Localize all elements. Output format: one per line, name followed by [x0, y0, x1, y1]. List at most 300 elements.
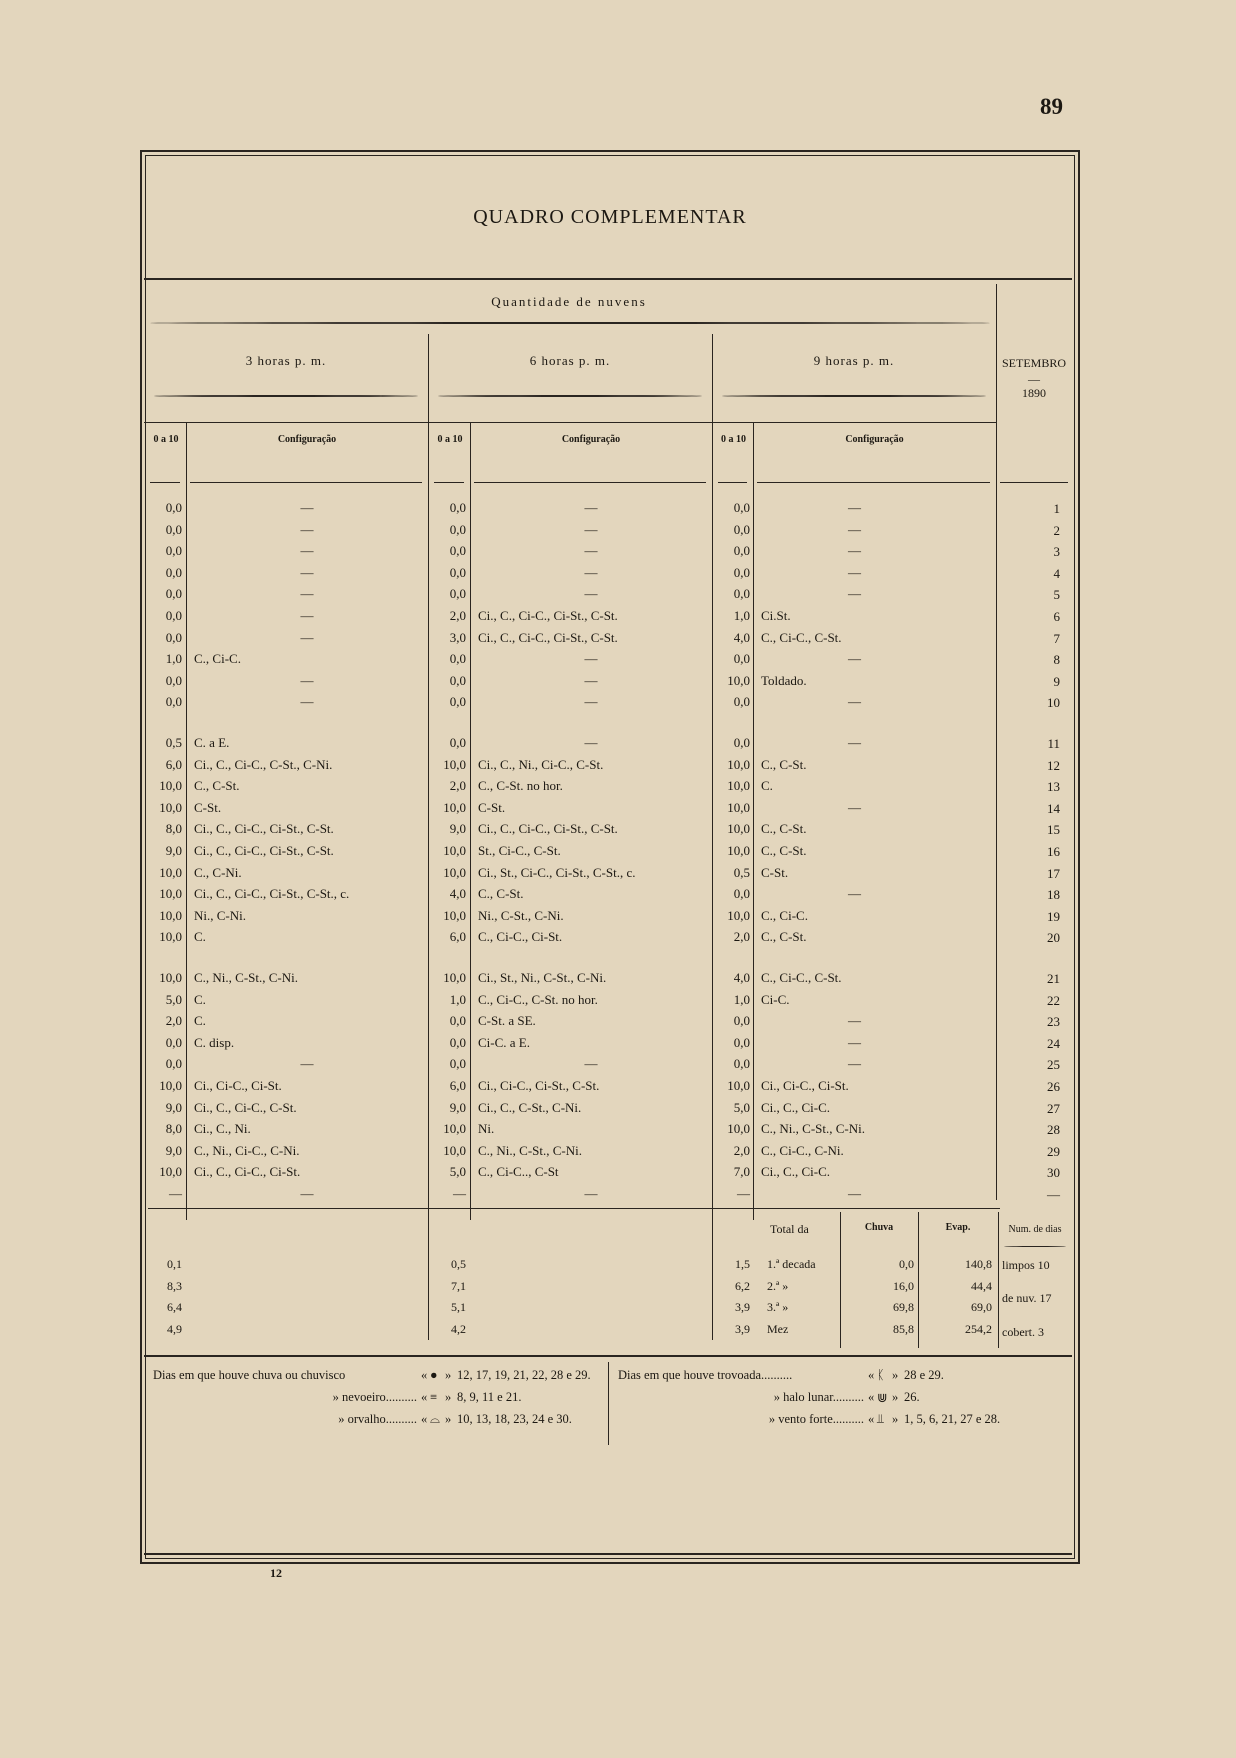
footnote-days: 12, 17, 19, 21, 22, 28 e 29. [457, 1368, 591, 1382]
day-number: 15 [1047, 822, 1060, 838]
cloud-configuration: Ci., Ci-C., Ci-St. [761, 1078, 849, 1093]
cloud-configuration: C-St. [761, 864, 789, 880]
cloud-value: 0,0 [449, 672, 466, 688]
sky-days-count: limpos 10 [1002, 1258, 1050, 1272]
cloud-configuration: C., C-St. [761, 821, 807, 837]
cloud-value: 10,0 [159, 929, 182, 945]
footnote-open-quote: « [868, 1390, 875, 1404]
cloud-value: — [453, 1186, 466, 1201]
evaporation-total: 254,2 [965, 1321, 992, 1336]
cloud-configuration: Ci., C., Ci-C., C-St. [194, 1099, 297, 1115]
cloud-value: 0,5 [733, 864, 750, 880]
cloud-value: 0,0 [165, 629, 182, 645]
cloud-configuration: — [848, 1013, 861, 1029]
cloud-value: 10,0 [443, 799, 466, 815]
sky-days-count: cobert. 3 [1002, 1325, 1044, 1339]
footnote-days: 26. [904, 1390, 920, 1404]
cloud-value: 4,0 [733, 629, 750, 645]
col-header-scale: 0 a 10 [153, 434, 179, 445]
cloud-value: 9,0 [165, 843, 182, 858]
day-number: 30 [1047, 1165, 1060, 1181]
evaporation-total: 44,4 [971, 1278, 992, 1293]
summary-value-6h: 0,5 [451, 1257, 466, 1271]
cloud-configuration: Ci-C. a E. [478, 1034, 530, 1050]
cloud-value: 0,0 [733, 651, 750, 667]
cloud-value: 8,0 [165, 1121, 182, 1137]
cloud-configuration: — [300, 543, 314, 559]
day-number: 22 [1047, 992, 1060, 1008]
period-divider [712, 334, 713, 1340]
cloud-value: 0,0 [733, 586, 750, 602]
month-dash: — [1028, 372, 1040, 386]
cloud-configuration: Ci., C., Ci-C. [761, 1099, 830, 1115]
cloud-value: 10,0 [159, 907, 182, 923]
cloud-configuration: — [848, 1056, 861, 1072]
col-header-scale: 0 a 10 [721, 434, 746, 445]
header-underline [434, 482, 464, 483]
cloud-configuration: Ci-C. [761, 991, 790, 1007]
summary-sub-rule [150, 1208, 180, 1209]
cloud-configuration: C-St. [194, 799, 222, 815]
cloud-value: 0,0 [733, 1056, 750, 1072]
day-number: 14 [1047, 800, 1060, 816]
header-underline [150, 482, 180, 483]
cloud-value: 0,0 [449, 694, 466, 710]
cloud-configuration: C., C-Ni. [194, 864, 242, 880]
cloud-configuration: — [848, 735, 861, 750]
cloud-value: 10,0 [443, 907, 466, 923]
cloud-configuration: — [848, 543, 861, 559]
cloud-configuration: Ni., C-Ni. [194, 907, 246, 923]
summary-head-total: Total da [770, 1222, 809, 1236]
cloud-configuration: Ci., C., Ci-C., Ci-St., C-St. [478, 608, 618, 623]
cloud-value: 9,0 [449, 821, 466, 837]
weather-symbol-icon: ᛕ [877, 1368, 885, 1382]
cloud-configuration: C., C-St. [761, 929, 807, 945]
cloud-configuration: C., Ci-C., Ci-St. [478, 929, 563, 945]
month-column-divider [996, 284, 997, 1200]
cloud-configuration: — [300, 608, 314, 623]
footnote-close-quote: » [445, 1368, 452, 1382]
cloud-configuration: — [584, 1056, 598, 1072]
day-number: 21 [1047, 971, 1060, 986]
cloud-value: 0,0 [449, 651, 466, 667]
cloud-configuration: — [848, 651, 861, 667]
cloud-configuration: C., Ci-C., C-St. no hor. [478, 991, 598, 1007]
cloud-value: 10,0 [443, 756, 466, 772]
summary-head-evap: Evap. [945, 1222, 971, 1233]
cloud-value: 5,0 [165, 991, 182, 1007]
cloud-value: 10,0 [727, 821, 750, 837]
rain-total: 85,8 [893, 1321, 914, 1336]
footnote-days: 8, 9, 11 e 21. [457, 1390, 522, 1404]
cloud-value: 10,0 [727, 778, 750, 794]
day-number: 12 [1047, 757, 1060, 773]
cloud-value: 10,0 [159, 799, 182, 815]
cloud-configuration: C., Ni., C-St., C-Ni. [761, 1121, 866, 1137]
cloud-configuration: Ci., C., Ci-C., Ci-St., C-St. [478, 821, 618, 837]
period-label-2: 6 horas p. m. [529, 353, 611, 368]
summary-value-9h: 1,5 [735, 1257, 750, 1271]
header-underline [1000, 482, 1068, 483]
cloud-configuration: Ci., Ci-C., Ci-St. [194, 1078, 282, 1093]
cloud-value: 8,0 [165, 821, 182, 837]
summary-value-3h: 6,4 [167, 1300, 182, 1314]
cloud-configuration: — [300, 586, 314, 602]
cloud-configuration: C., Ni., C-St., C-Ni. [194, 970, 299, 985]
cloud-value: — [737, 1186, 750, 1201]
cloud-value: 0,0 [449, 500, 466, 515]
cloud-configuration: — [848, 586, 861, 602]
day-number: 4 [1053, 565, 1060, 581]
summary-sub-rule [718, 1208, 747, 1209]
summary-value-6h: 5,1 [451, 1300, 466, 1314]
cloud-value: 0,0 [733, 694, 750, 710]
cloud-value: 6,0 [449, 1078, 466, 1093]
cloud-value: 0,0 [165, 1034, 182, 1050]
summary-value-9h: 3,9 [735, 1321, 750, 1336]
cloud-configuration: — [300, 694, 314, 710]
decade-label: 1.ª decada [767, 1257, 816, 1271]
footnote-days: 10, 13, 18, 23, 24 e 30. [457, 1412, 572, 1426]
cloud-value: 7,0 [733, 1164, 750, 1180]
cloud-configuration: — [300, 1056, 314, 1072]
summary-value-3h: 4,9 [167, 1321, 182, 1336]
decade-label: Mez [767, 1321, 789, 1336]
footnote-open-quote: « [868, 1368, 875, 1382]
day-number: 17 [1047, 865, 1060, 881]
cloud-value: 0,0 [449, 1056, 466, 1072]
subheader-rule [144, 422, 996, 423]
day-number: 27 [1047, 1100, 1060, 1116]
footnote-label: » nevoeiro.......... [332, 1390, 417, 1404]
title-rule [144, 278, 1072, 280]
cloud-value: 0,0 [449, 1034, 466, 1050]
year-label: 1890 [1022, 386, 1046, 400]
cloud-value: 6,0 [165, 756, 182, 772]
cloud-value: 1,0 [733, 991, 750, 1007]
cloud-value: 10,0 [443, 843, 466, 858]
footnote-close-quote: » [892, 1412, 899, 1426]
cloud-configuration: C., Ni., Ci-C., C-Ni. [194, 1142, 300, 1158]
cloud-value: 0,0 [165, 564, 182, 580]
cloud-configuration: C., Ci-C.., C-St [478, 1164, 559, 1180]
cloud-value: 10,0 [159, 778, 182, 794]
cloud-value: 0,0 [733, 521, 750, 537]
cloud-configuration: — [300, 1186, 314, 1201]
cloud-value: 2,0 [733, 929, 750, 945]
bottom-rule [144, 1553, 1072, 1555]
value-column-divider [470, 422, 471, 1220]
cloud-configuration: St., Ci-C., C-St. [478, 843, 561, 858]
cloud-value: 10,0 [159, 1078, 182, 1093]
footnote-open-quote: « [868, 1412, 875, 1426]
day-number: 25 [1047, 1057, 1060, 1073]
cloud-value: 1,0 [165, 651, 182, 667]
cloud-configuration: — [584, 564, 598, 580]
cloud-value: 10,0 [727, 1121, 750, 1137]
header-underline [190, 482, 422, 483]
cloud-configuration: — [848, 1034, 861, 1050]
cloud-configuration: C. [194, 991, 206, 1007]
cloud-value: 0,0 [449, 543, 466, 559]
page-number: 89 [1040, 94, 1063, 119]
cloud-value: 4,0 [733, 970, 750, 985]
cloud-value: 0,0 [733, 735, 750, 750]
cloud-configuration: C. [194, 1013, 206, 1029]
day-number: 9 [1053, 673, 1060, 689]
weather-symbol-icon: ≡ [430, 1390, 438, 1404]
footnote-open-quote: « [421, 1368, 428, 1382]
day-number: 23 [1047, 1014, 1060, 1030]
cloud-value: 0,0 [449, 564, 466, 580]
cloud-value: 0,0 [165, 672, 182, 688]
col-header-config: Configuração [845, 434, 904, 445]
footnote-days: 1, 5, 6, 21, 27 e 28. [904, 1412, 1001, 1426]
cloud-configuration: Ci., C., Ci-C., C-St., C-Ni. [194, 756, 333, 772]
header-underline [718, 482, 747, 483]
cloud-value: 0,0 [449, 1013, 466, 1029]
cloud-configuration: — [584, 543, 598, 559]
day-number: 5 [1053, 587, 1060, 603]
cloud-configuration: C., Ci-C., C-St. [761, 970, 842, 985]
weather-symbol-icon: ⌓ [430, 1412, 440, 1426]
footnote-open-quote: « [421, 1412, 428, 1426]
cloud-configuration: Ci., St., Ni., C-St., C-Ni. [478, 970, 607, 985]
summary-dias-swoosh [1004, 1246, 1066, 1247]
day-number: 28 [1047, 1122, 1060, 1138]
cloud-configuration: — [584, 1186, 598, 1201]
cloud-value: 0,0 [165, 521, 182, 537]
summary-value-3h: 8,3 [167, 1278, 182, 1293]
cloud-configuration: — [584, 694, 598, 710]
cloud-value: 10,0 [443, 864, 466, 880]
summary-head-chuva: Chuva [864, 1222, 894, 1233]
cloud-value: 4,0 [449, 886, 466, 902]
cloud-configuration: — [300, 500, 314, 515]
cloud-configuration: Ci., St., Ci-C., Ci-St., C-St., c. [478, 864, 636, 880]
cloud-value: 2,0 [733, 1142, 750, 1158]
footnote-close-quote: » [892, 1390, 899, 1404]
cloud-value: 0,0 [165, 586, 182, 602]
day-number: 1 [1053, 501, 1060, 516]
summary-value-6h: 4,2 [451, 1321, 466, 1336]
cloud-configuration: Ci., C., Ci-C., Ci-St. [194, 1164, 301, 1180]
cloud-value: 10,0 [443, 970, 466, 985]
cloud-configuration: C. disp. [194, 1034, 235, 1050]
cloud-value: 1,0 [733, 608, 750, 623]
day-number: 3 [1053, 544, 1060, 560]
footnote-label: » halo lunar.......... [773, 1390, 864, 1404]
super-header-swoosh [150, 322, 990, 324]
period-swoosh-3 [722, 395, 986, 397]
cloud-value: 10,0 [159, 970, 182, 985]
cloud-value: 0,0 [165, 1056, 182, 1072]
cloud-value: 5,0 [733, 1099, 750, 1115]
cloud-configuration: — [848, 500, 861, 515]
footnote-label: Dias em que houve chuva ou chuvisco [153, 1368, 346, 1382]
cloud-configuration: — [584, 521, 598, 537]
cloud-value: 9,0 [449, 1099, 466, 1115]
cloud-configuration: C., Ci-C. [761, 907, 808, 923]
cloud-value: 10,0 [727, 799, 750, 815]
evaporation-total: 140,8 [965, 1257, 992, 1271]
cloud-value: 0,0 [733, 543, 750, 559]
cloud-configuration: C., C-St. no hor. [478, 778, 563, 794]
footnote-label: » orvalho.......... [338, 1412, 417, 1426]
cloud-value: 0,0 [733, 886, 750, 902]
cloud-configuration: — [848, 521, 861, 537]
weather-symbol-icon: ⫫ [877, 1412, 885, 1426]
evaporation-total: 69,0 [971, 1300, 992, 1314]
period-label-1: 3 horas p. m. [245, 353, 327, 368]
cloud-configuration: — [584, 586, 598, 602]
cloud-configuration: Ci., C., Ci-C., Ci-St., C-St. [478, 629, 618, 645]
cloud-configuration: C-St. [478, 799, 506, 815]
cloud-value: 5,0 [449, 1164, 466, 1180]
day-number: 2 [1053, 522, 1060, 538]
period-label-3: 9 horas p. m. [813, 353, 895, 368]
cloud-value: 10,0 [727, 907, 750, 923]
cloud-value: 0,0 [449, 521, 466, 537]
cloud-configuration: — [300, 564, 314, 580]
month-label: SETEMBRO [1001, 356, 1066, 370]
day-number: 6 [1053, 609, 1060, 624]
cloud-configuration: C., Ci-C. [194, 651, 241, 667]
cloud-configuration: C., C-St. [194, 778, 240, 794]
cloud-value: 6,0 [449, 929, 466, 945]
cloud-configuration: — [300, 521, 314, 537]
footnote-close-quote: » [445, 1412, 452, 1426]
cloud-configuration: — [848, 799, 861, 815]
cloud-value: 0,0 [733, 1013, 750, 1029]
cloud-value: 10,0 [727, 843, 750, 858]
cloud-configuration: C., Ci-C., C-Ni. [761, 1142, 844, 1158]
cloud-configuration: Ci., C., Ci-C. [761, 1164, 830, 1180]
period-divider [428, 334, 429, 1340]
cloud-value: 10,0 [727, 756, 750, 772]
footnote-label: Dias em que houve trovoada.......... [618, 1368, 793, 1382]
col-header-config: Configuração [277, 434, 337, 445]
footnote-rule [144, 1355, 1072, 1357]
summary-sub-rule [434, 1208, 464, 1209]
decade-label: 3.ª » [767, 1300, 789, 1314]
weather-symbol-icon: ● [430, 1368, 438, 1382]
summary-value-9h: 3,9 [735, 1300, 750, 1314]
cloud-value: 10,0 [159, 1164, 182, 1180]
cloud-configuration: C., C-St. [478, 886, 524, 902]
summary-top-rule [148, 1208, 1000, 1209]
cloud-value: 1,0 [449, 991, 466, 1007]
summary-head-dias: Num. de dias [1008, 1224, 1062, 1235]
cloud-configuration: Ci., C., Ci-C., Ci-St., C-St. [194, 843, 334, 858]
cloud-configuration: — [584, 651, 598, 667]
cloud-configuration: — [584, 500, 598, 515]
cloud-value: 9,0 [165, 1142, 182, 1158]
cloud-configuration: Ci., Ci-C., Ci-St., C-St. [478, 1078, 600, 1093]
footnote-close-quote: » [445, 1390, 452, 1404]
cloud-value: 0,0 [733, 564, 750, 580]
cloud-value: 10,0 [443, 1121, 466, 1137]
col-header-config: Configuração [561, 434, 621, 445]
day-number: 24 [1047, 1035, 1060, 1051]
cloud-value: 0,0 [165, 694, 182, 710]
day-number: 7 [1053, 630, 1060, 646]
super-header: Quantidade de nuvens [491, 294, 647, 309]
cloud-configuration: — [584, 672, 598, 688]
value-column-divider [186, 422, 187, 1220]
col-header-scale: 0 a 10 [437, 434, 463, 445]
day-number: 29 [1047, 1143, 1060, 1159]
day-number: 26 [1047, 1079, 1060, 1094]
cloud-value: 0,0 [449, 735, 466, 750]
cloud-configuration: — [300, 629, 314, 645]
cloud-configuration: Ci., C., Ni., Ci-C., C-St. [478, 756, 604, 772]
cloud-value: 10,0 [727, 1078, 750, 1093]
day-number: 13 [1047, 779, 1060, 795]
cloud-configuration: Ci.St. [761, 608, 791, 623]
rain-total: 0,0 [899, 1257, 914, 1271]
day-number: 16 [1047, 844, 1060, 859]
day-number: 20 [1047, 930, 1060, 946]
cloud-configuration: Toldado. [761, 672, 807, 688]
cloud-value: 0,5 [165, 735, 182, 750]
cloud-configuration: C. a E. [194, 735, 230, 750]
day-number: 18 [1047, 887, 1060, 903]
signature-number: 12 [270, 1566, 282, 1580]
cloud-value: 0,0 [165, 500, 182, 515]
sky-days-count: de nuv. 17 [1002, 1291, 1052, 1305]
footnote-divider [608, 1362, 609, 1445]
cloud-value: 2,0 [165, 1013, 182, 1029]
cloud-configuration: Ni., C-St., C-Ni. [478, 907, 564, 923]
cloud-configuration: Ci., C., C-St., C-Ni. [478, 1099, 582, 1115]
cloud-value: 0,0 [165, 608, 182, 623]
cloud-configuration: Ci., C., Ni. [194, 1121, 251, 1137]
cloud-value: 10,0 [159, 886, 182, 902]
cloud-configuration: C-St. a SE. [478, 1013, 536, 1029]
cloud-configuration: Ci., C., Ci-C., Ci-St., C-St., c. [194, 886, 350, 902]
period-swoosh-2 [438, 395, 702, 397]
cloud-configuration: Ci., C., Ci-C., Ci-St., C-St. [194, 821, 334, 837]
header-underline [757, 482, 990, 483]
cloud-value: 10,0 [443, 1142, 466, 1158]
cloud-configuration: — [848, 564, 861, 580]
day-number: — [1047, 1187, 1060, 1202]
cloud-configuration: — [848, 1186, 861, 1201]
cloud-value: 9,0 [165, 1099, 182, 1115]
footnote-label: » vento forte.......... [768, 1412, 864, 1426]
header-underline [474, 482, 706, 483]
cloud-value: 0,0 [733, 500, 750, 515]
footnote-days: 28 e 29. [904, 1368, 944, 1382]
day-number: 11 [1047, 736, 1060, 751]
cloud-configuration: C., Ni., C-St., C-Ni. [478, 1142, 583, 1158]
value-column-divider [753, 422, 754, 1220]
cloud-value: 0,0 [733, 1034, 750, 1050]
cloud-configuration: C., C-St. [761, 756, 807, 772]
footnote-close-quote: » [892, 1368, 899, 1382]
cloud-configuration: — [584, 735, 598, 750]
cloud-value: 2,0 [449, 608, 466, 623]
cloud-configuration: Ni. [478, 1121, 495, 1137]
rain-total: 16,0 [893, 1278, 914, 1293]
summary-value-9h: 6,2 [735, 1278, 750, 1293]
weather-symbol-icon: ⋓ [877, 1391, 888, 1405]
cloud-configuration: — [848, 886, 861, 902]
cloud-value: 3,0 [449, 629, 466, 645]
day-number: 8 [1053, 652, 1060, 668]
